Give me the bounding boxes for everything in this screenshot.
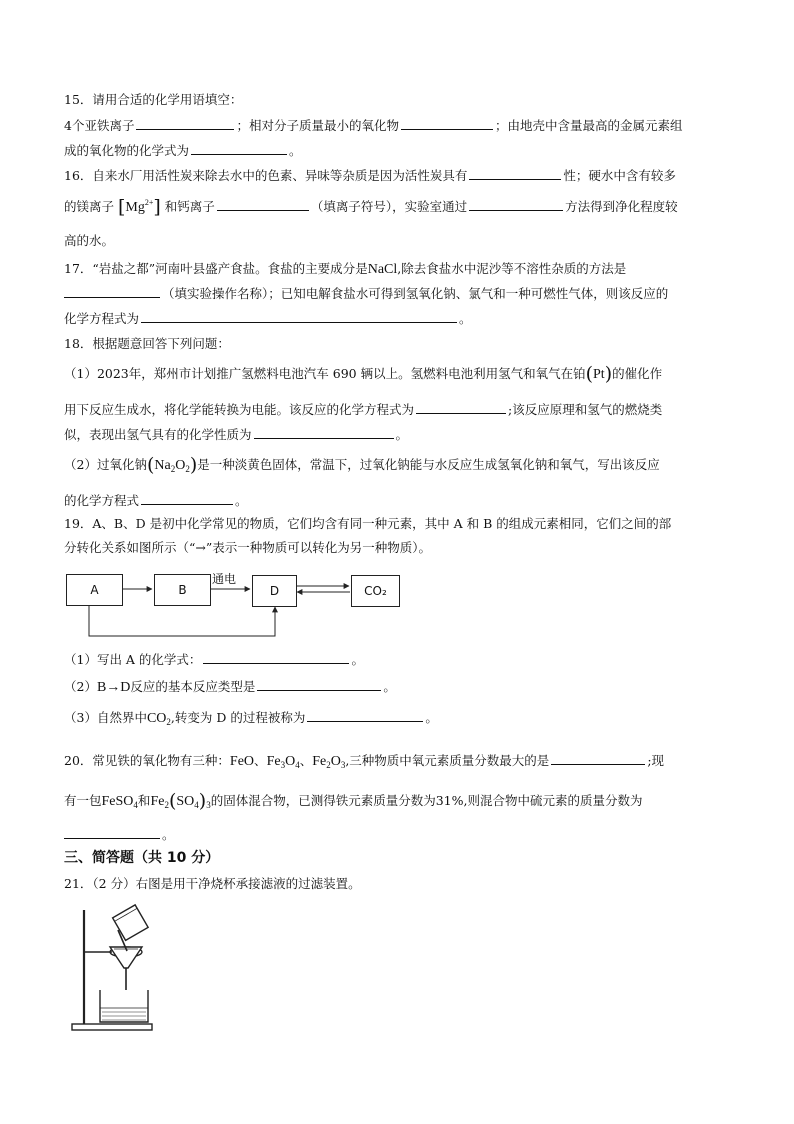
fe3o4-fe: Fe	[266, 754, 281, 769]
filtration-apparatus-illustration	[66, 902, 158, 1034]
q16-text-a: 16．自来水厂用活性炭来除去水中的色素、异味等杂质是因为活性炭具有	[64, 168, 468, 183]
q19-text-b: 分转化关系如图所示（“→”表示一种物质可以转化为另一种物质）。	[64, 540, 432, 555]
q19-s2-end: 。	[383, 679, 396, 694]
q19-s3-text-a: （3）自然界中	[64, 710, 147, 725]
q20-line2	[64, 790, 643, 812]
q18-p1-text-b: 的催化作	[612, 366, 663, 381]
q18-p1-text-d: ;该反应原理和氢气的燃烧类	[508, 402, 663, 417]
q18-p2-end: 。	[235, 493, 248, 508]
q18-p2-text-b: 是一种淡黄色固体，常温下，过氧化钠能与水反应生成氢氧化钠和氧气，写出该反应	[197, 457, 660, 472]
arrow-label-electrolysis: 通电	[212, 572, 237, 586]
feo-formula: FeO	[229, 754, 255, 769]
fe2so43-sub2: 4	[194, 800, 199, 810]
fe2o3-sub1: 2	[326, 760, 331, 770]
q20-blank-2[interactable]	[64, 826, 160, 839]
q19-blank-2[interactable]	[257, 678, 381, 691]
co2-formula	[147, 711, 171, 726]
q17-text-a: 17．“岩盐之都”河南叶县盛产食盐。食盐的主要成分是	[64, 261, 368, 276]
q16-text-d: 和钙离子	[164, 199, 215, 214]
q16-text-g: 高的水。	[64, 233, 115, 248]
q20-text-b: ,三种物质中氧元素质量分数最大的是	[345, 753, 550, 768]
b-to-d-label: B→D	[96, 680, 131, 695]
q20-line1	[64, 752, 664, 770]
q20-sep-2: 、	[299, 753, 313, 768]
co-symbol: CO	[146, 711, 167, 726]
fe2so43-sub1: 2	[164, 800, 169, 810]
fe2so43-fe: Fe	[150, 794, 165, 809]
node-d	[252, 575, 297, 607]
fe2so43-formula	[150, 790, 211, 812]
fe3o4-sub1: 3	[280, 760, 286, 770]
q16-text-c: 的镁离子	[64, 199, 115, 214]
node-b-label: B	[178, 583, 187, 597]
fe3o4-o: O	[285, 754, 296, 769]
q20-text-c: ;现	[647, 753, 665, 768]
q15-end: 。	[289, 143, 302, 158]
q19-s1-text: （1）写出 A 的化学式：	[64, 652, 202, 667]
q19-s3	[64, 709, 438, 727]
left-paren-2: (	[146, 454, 155, 476]
q18-p2-text-c: 的化学方程式	[64, 493, 140, 508]
right-paren: )	[604, 363, 613, 385]
node-co2-label: CO₂	[364, 584, 387, 598]
q15-text-c: ；由地壳中含量最高的金属元素组	[494, 118, 683, 133]
fe2o3-o: O	[330, 754, 341, 769]
right-paren-2: )	[189, 454, 198, 476]
nacl-formula: NaCl	[367, 262, 398, 277]
node-b	[154, 574, 211, 606]
fe2so43-so: SO	[176, 794, 195, 809]
q19-s1	[64, 651, 364, 668]
node-a-label: A	[90, 583, 99, 597]
o-sub: 2	[185, 464, 190, 474]
q20-text-e: 和	[137, 793, 151, 808]
q19-text-a: 19．A、B、D 是初中化学常见的物质，它们均含有同一种元素，其中 A 和 B 的组成元素相同，它们之间的部	[64, 516, 672, 531]
q17-text-c: （填实验操作名称）；已知电解食盐水可得到氢氧化钠、氯气和一种可燃性气体，则该反应的	[162, 286, 669, 301]
fe2so43-sub3: 3	[206, 800, 211, 810]
fe2o3-formula	[312, 754, 345, 769]
q20-end: 。	[162, 827, 175, 842]
right-paren-3: )	[198, 790, 207, 812]
q16-text-b: 性；硬水中含有较多	[563, 168, 676, 183]
q20-blank-1[interactable]	[551, 752, 645, 765]
left-paren-3: (	[168, 790, 177, 812]
q19-s3-text-b: ,转变为 D 的过程被称为	[170, 710, 306, 725]
q16-text-f: 方法得到净化程度较	[565, 199, 678, 214]
na-sub: 2	[170, 464, 176, 474]
q18-title-text: 18．根据题意回答下列问题：	[64, 336, 230, 351]
feso4-sub: 4	[133, 800, 138, 810]
q19-s1-end: 。	[351, 652, 364, 667]
q17-end: 。	[459, 311, 472, 326]
q18-p1-text-a: （1）2023年，郑州市计划推广氢燃料电池汽车 690 辆以上。氢燃料电池利用氢气和氧气在铂	[64, 366, 586, 381]
q18-p2-text-a: （2）过氧化钠	[64, 457, 147, 472]
q15-text-b: ；相对分子质量最小的氧化物	[236, 118, 399, 133]
pt-symbol: Pt	[593, 367, 605, 382]
na-symbol: Na	[154, 458, 171, 473]
right-bracket: ]	[153, 196, 161, 218]
section-3-heading: 三、简答题（共 10 分）	[64, 850, 220, 866]
q15-text-d: 成的氧化物的化学式为	[64, 143, 190, 158]
feso4-formula	[102, 794, 138, 809]
q15-title: 15．请用合适的化学用语填空：	[64, 92, 243, 107]
q19-s2-text-a: （2）	[64, 679, 97, 694]
q20-sep-1: 、	[254, 753, 267, 768]
left-bracket: [	[118, 196, 126, 218]
q20-text-d: 有一包	[64, 793, 102, 808]
q19-blank-3[interactable]	[307, 709, 423, 722]
q15-text-a: 4个亚铁离子	[64, 118, 135, 133]
q17-text-b: ,除去食盐水中泥沙等不溶性杂质的方法是	[397, 261, 627, 276]
q19-s2	[64, 678, 396, 696]
q18-p1-text-e: 似，表现出氢气具有的化学性质为	[64, 427, 252, 442]
q21-text: 21．（2 分）右图是用干净烧杯承接滤液的过滤装置。	[64, 876, 361, 891]
q19-blank-1[interactable]	[203, 651, 349, 664]
fe2o3-sub2: 3	[340, 760, 346, 770]
left-paren: (	[585, 363, 593, 385]
q16-text-e: （填离子符号），实验室通过	[310, 199, 468, 214]
o-symbol: O	[175, 458, 186, 473]
q18-p1-end: 。	[395, 427, 409, 442]
arrow-a-to-d	[89, 605, 275, 636]
feso4-main: FeSO	[101, 794, 134, 809]
mg-charge: 2+	[144, 198, 154, 207]
node-co2	[351, 575, 400, 607]
q20-line3	[64, 826, 175, 843]
mg-symbol: Mg	[125, 200, 145, 215]
q17-text-d: 化学方程式为	[64, 311, 140, 326]
fe3o4-sub2: 4	[295, 760, 300, 770]
fe2o3-fe: Fe	[312, 754, 327, 769]
q20-text-f: 的固体混合物，已测得铁元素质量分数为31%,则混合物中硫元素的质量分数为	[210, 793, 643, 808]
co2-sub: 2	[166, 717, 171, 727]
q19-s2-text-c: 反应的基本反应类型是	[130, 679, 256, 694]
q20-text-a: 20．常见铁的氧化物有三种：	[64, 753, 230, 768]
node-d-label: D	[269, 584, 280, 598]
q18-p1-text-c: 用下反应生成水，将化学能转换为电能。该反应的化学方程式为	[64, 402, 415, 417]
node-a	[66, 574, 123, 606]
q19-s3-end: 。	[425, 710, 438, 725]
fe3o4-formula	[267, 754, 300, 769]
